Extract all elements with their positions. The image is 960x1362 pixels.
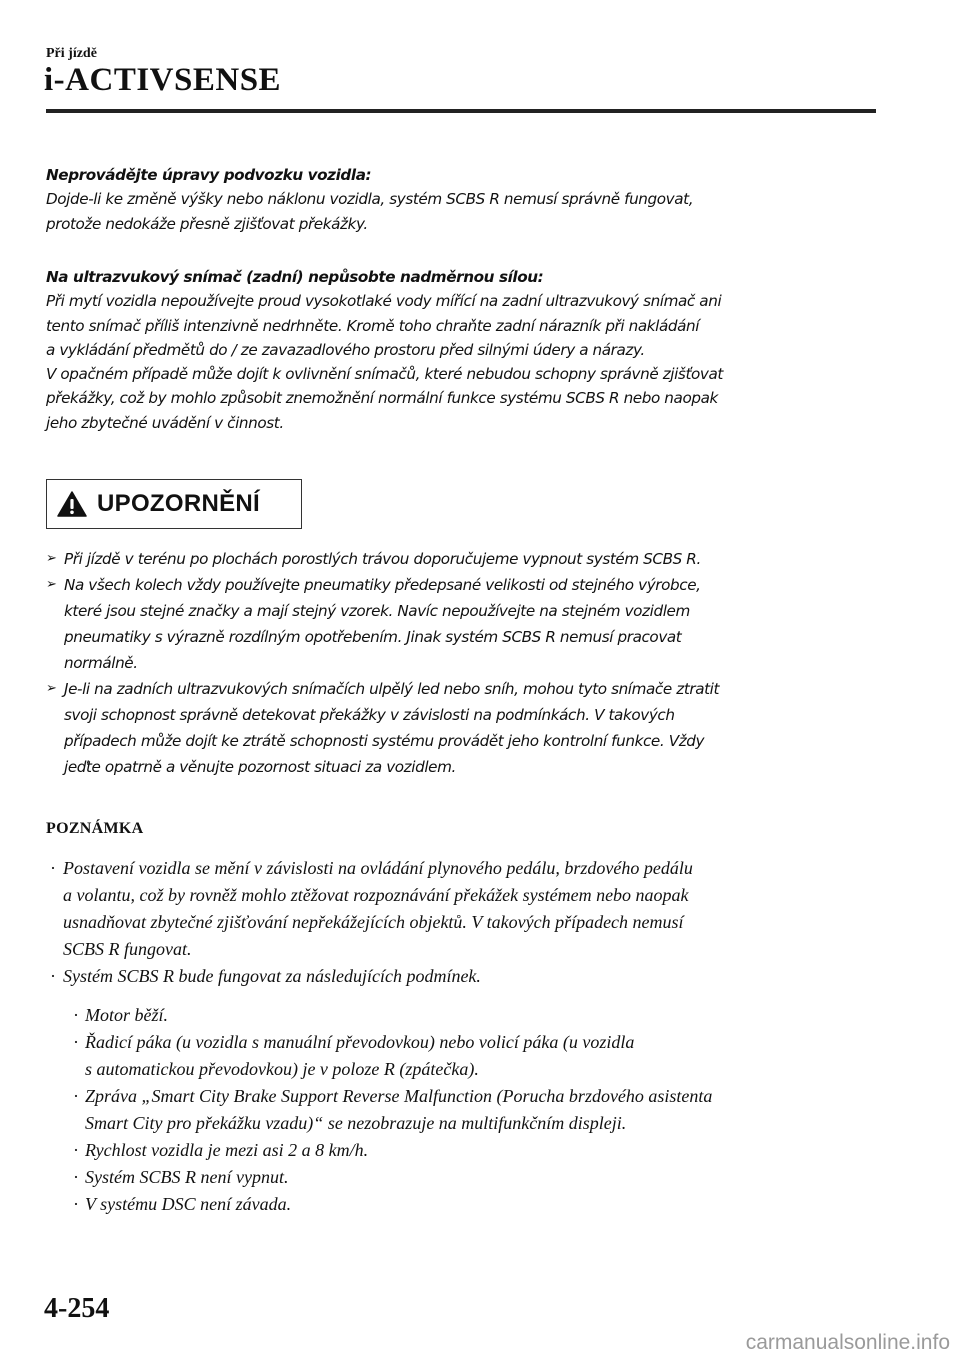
warning-item-line: případech může dojít ke ztrátě schopnosti systému provádět jeho kontrolní funkce. Vždy xyxy=(64,732,705,750)
note-subitem-line: Smart City pro překážku vzadu)“ se nezobrazuje na multifunkčním displeji. xyxy=(85,1113,627,1133)
bullet-dot-icon: · xyxy=(50,858,56,878)
warning-box xyxy=(46,479,302,529)
note-sublist xyxy=(70,1002,890,1218)
note-item-line: a volantu, což by rovněž mohlo ztěžovat rozpoznávání překážek systémem nebo naopak xyxy=(63,885,689,905)
bullet-dot-icon: · xyxy=(73,1086,79,1106)
note-subitem xyxy=(70,1164,890,1191)
note-subitem-line: V systému DSC není závada. xyxy=(85,1194,292,1214)
note-list xyxy=(46,855,886,990)
note-subitem-line: Systém SCBS R není vypnut. xyxy=(85,1167,289,1187)
note-subitem-line: Rychlost vozidla je mezi asi 2 a 8 km/h. xyxy=(85,1140,369,1160)
note-subitem-line: Zpráva „Smart City Brake Support Reverse Malfunction (Porucha brzdového asistenta xyxy=(85,1086,713,1106)
note-item xyxy=(46,855,886,963)
paragraph-heading: Neprovádějte úpravy podvozku vozidla: xyxy=(46,166,372,184)
paragraph-suspension xyxy=(46,163,886,236)
note-subitem-line: s automatickou převodovkou) je v poloze R (zpátečka). xyxy=(85,1059,479,1079)
page-title: i-ACTIVSENSE xyxy=(44,62,282,98)
warning-list xyxy=(46,546,896,780)
arrow-bullet-icon: ➢ xyxy=(46,577,57,592)
warning-item-line: Je-li na zadních ultrazvukových snímačích ulpělý led nebo sníh, mohou tyto snímače ztratit xyxy=(64,680,720,698)
bullet-dot-icon: · xyxy=(73,1194,79,1214)
warning-item-line: Na všech kolech vždy používejte pneumatiky předepsané velikosti od stejného výrobce, xyxy=(64,576,701,594)
warning-item-line: Při jízdě v terénu po plochách porostlých trávou doporučujeme vypnout systém SCBS R. xyxy=(64,550,701,568)
paragraph-line: překážky, což by mohlo způsobit znemožnění normální funkce systému SCBS R nebo naopak xyxy=(46,389,718,408)
note-subitem-line: Motor běží. xyxy=(85,1005,168,1025)
paragraph-line: a vykládání předmětů do / ze zavazadlového prostoru před silnými údery a nárazy. xyxy=(46,340,645,359)
note-subitem xyxy=(70,1002,890,1029)
note-subitem xyxy=(70,1137,890,1164)
warning-item-line: které jsou stejné značky a mají stejný vzorek. Navíc nepoužívejte na stejném vozidlem xyxy=(64,602,690,620)
note-item-line: Systém SCBS R bude fungovat za následujících podmínek. xyxy=(63,966,481,986)
note-item-line: Postavení vozidla se mění v závislosti na ovládání plynového pedálu, brzdového pedálu xyxy=(63,858,693,878)
warning-item xyxy=(46,676,896,780)
warning-item xyxy=(46,572,896,676)
note-subitem xyxy=(70,1083,890,1137)
arrow-bullet-icon: ➢ xyxy=(46,551,57,566)
warning-label: UPOZORNĚNÍ xyxy=(97,490,261,517)
bullet-dot-icon: · xyxy=(50,966,56,986)
paragraph-heading: Na ultrazvukový snímač (zadní) nepůsobte nadměrnou sílou: xyxy=(46,268,544,286)
paragraph-sensor xyxy=(46,265,886,435)
watermark: carmanualsonline.info xyxy=(745,1331,950,1354)
paragraph-line: protože nedokáže přesně zjišťovat překážky. xyxy=(46,214,368,233)
note-item-line: SCBS R fungovat. xyxy=(63,939,192,959)
warning-item-line: pneumatiky s výrazně rozdílným opotřebením. Jinak systém SCBS R nemusí pracovat xyxy=(64,628,682,646)
warning-item-line: svoji schopnost správně detekovat překážky v závislosti na podmínkách. V takových xyxy=(64,706,675,724)
warning-item-line: jeďte opatrně a věnujte pozornost situaci za vozidlem. xyxy=(64,758,456,776)
page-number: 4-254 xyxy=(44,1293,110,1324)
paragraph-line: Dojde-li ke změně výšky nebo náklonu vozidla, systém SCBS R nemusí správně fungovat, xyxy=(46,190,694,209)
warning-triangle-icon xyxy=(57,490,87,518)
arrow-bullet-icon: ➢ xyxy=(46,681,57,696)
bullet-dot-icon: · xyxy=(73,1005,79,1025)
bullet-dot-icon: · xyxy=(73,1167,79,1187)
note-subitem-line: Řadicí páka (u vozidla s manuální převodovkou) nebo volicí páka (u vozidla xyxy=(85,1032,635,1052)
paragraph-line: V opačném případě může dojít k ovlivnění snímačů, které nebudou schopny správně zjišťovat xyxy=(46,365,723,384)
paragraph-line: Při mytí vozidla nepoužívejte proud vysokotlaké vody mířící na zadní ultrazvukový snímač ani xyxy=(46,292,722,311)
section-label: Při jízdě xyxy=(46,46,97,61)
note-subitem xyxy=(70,1191,890,1218)
bullet-dot-icon: · xyxy=(73,1032,79,1052)
note-item-line: usnadňovat zbytečné zjišťování nepřekážejících objektů. V takových případech nemusí xyxy=(63,912,684,932)
warning-item-line: normálně. xyxy=(64,654,138,672)
note-item xyxy=(46,963,886,990)
warning-item xyxy=(46,546,896,572)
note-heading: POZNÁMKA xyxy=(46,820,144,837)
paragraph-line: jeho zbytečné uvádění v činnost. xyxy=(46,413,284,432)
bullet-dot-icon: · xyxy=(73,1140,79,1160)
paragraph-line: tento snímač příliš intenzivně nedrhněte. Kromě toho chraňte zadní nárazník při nakládání xyxy=(46,316,700,335)
note-subitem xyxy=(70,1029,890,1083)
header-divider xyxy=(46,109,876,113)
